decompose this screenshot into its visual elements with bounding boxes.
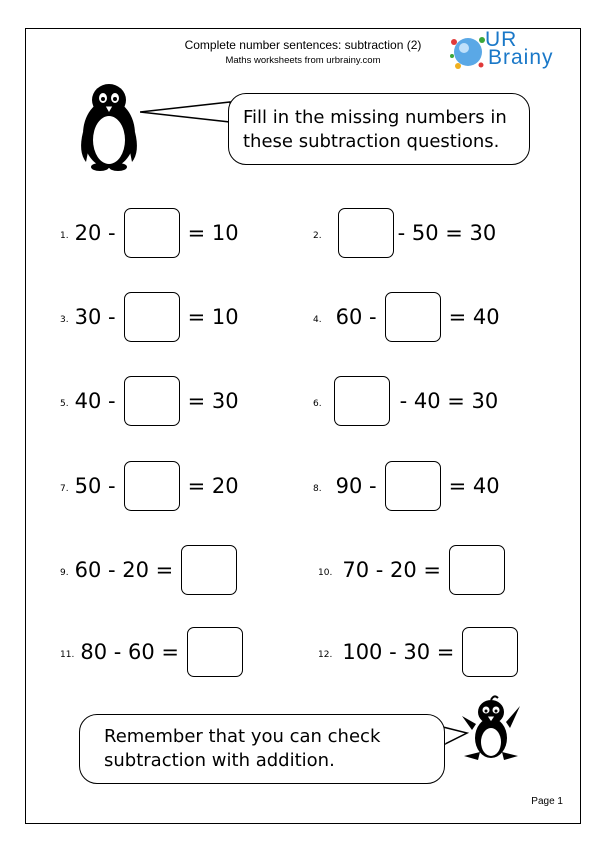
instruction-line-1: Fill in the missing numbers in [243,107,507,128]
question-4 [313,292,500,342]
penguin-icon [78,82,140,172]
question-5 [60,376,239,426]
question-1 [60,208,239,258]
logo-text-brainy: Brainy [488,46,554,69]
question-before: 100 - 30 = [342,640,455,664]
question-after: - 40 = 30 [399,389,499,413]
question-number: 11. [60,650,75,660]
question-after: = 10 [187,221,239,245]
question-before: 60 - 20 = [74,558,174,582]
question-number: 6. [313,399,322,409]
answer-box[interactable] [334,376,390,426]
question-6 [313,376,498,426]
answer-box[interactable] [338,208,394,258]
question-2 [313,208,496,258]
reminder-bubble [79,714,445,784]
answer-box[interactable] [181,545,237,595]
question-number: 9. [60,568,69,578]
worksheet-title: Complete number sentences: subtraction (2) [184,38,422,52]
question-number: 12. [318,650,333,660]
question-11 [60,627,249,677]
question-number: 4. [313,315,322,325]
speech-bubble-tail [140,100,232,124]
question-number: 1. [60,231,69,241]
question-7 [60,461,239,511]
question-number: 3. [60,315,69,325]
question-number: 8. [313,484,322,494]
question-after: = 10 [187,305,239,329]
question-8 [313,461,500,511]
question-after: = 30 [187,389,239,413]
question-before: 40 - [74,389,116,413]
answer-box[interactable] [385,292,441,342]
answer-box[interactable] [124,208,180,258]
answer-box[interactable] [462,627,518,677]
question-after: = 20 [187,474,239,498]
penguin-waving-icon [458,694,524,766]
question-3 [60,292,239,342]
question-number: 2. [313,231,322,241]
instruction-line-2: these subtraction questions. [243,131,500,152]
question-after: = 40 [448,474,500,498]
question-before: 50 - [74,474,116,498]
question-number: 7. [60,484,69,494]
answer-box[interactable] [124,292,180,342]
question-12 [318,627,524,677]
answer-box[interactable] [187,627,243,677]
question-after: = 40 [448,305,500,329]
question-after: - 50 = 30 [397,221,497,245]
question-before: 30 - [74,305,116,329]
question-9 [60,545,243,595]
answer-box[interactable] [124,376,180,426]
question-before: 60 - [335,305,377,329]
reminder-line-1: Remember that you can check [104,726,381,747]
question-before: 70 - 20 = [342,558,441,582]
worksheet-subtitle: Maths worksheets from urbrainy.com [225,55,381,66]
logo-text-ur: UR [485,28,518,51]
answer-box[interactable] [449,545,505,595]
question-10 [318,545,511,595]
page-number: Page 1 [531,796,563,807]
reminder-line-2: subtraction with addition. [104,750,335,771]
question-number: 5. [60,399,69,409]
answer-box[interactable] [385,461,441,511]
question-number: 10. [318,568,333,578]
answer-box[interactable] [124,461,180,511]
question-before: 20 - [74,221,116,245]
question-before: 80 - 60 = [80,640,179,664]
question-before: 90 - [335,474,377,498]
instruction-bubble [228,93,530,165]
